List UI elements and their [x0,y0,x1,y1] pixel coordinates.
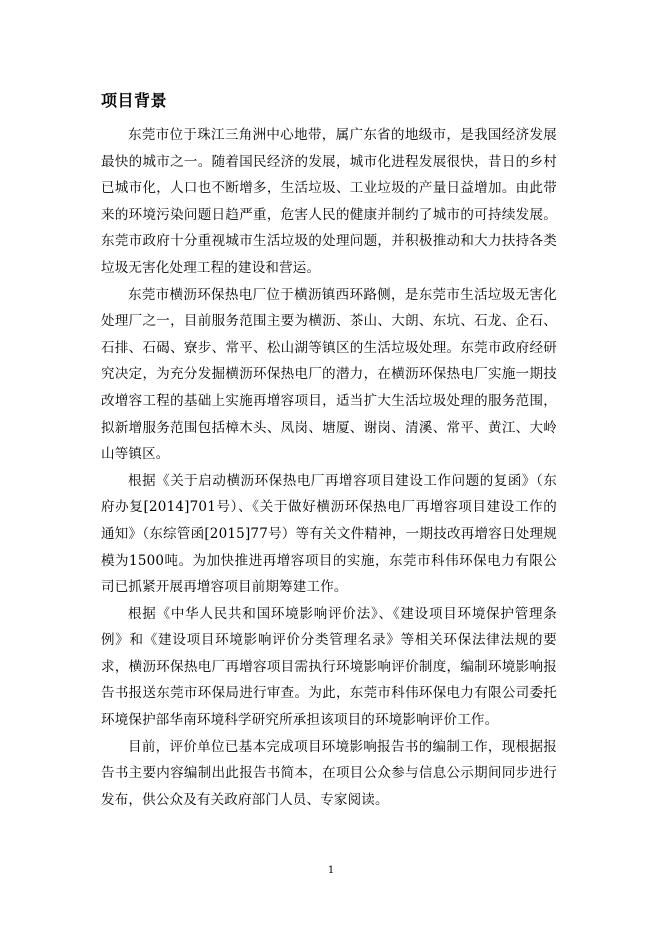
section-heading: 项目背景 [101,91,168,110]
paragraph: 目前，评价单位已基本完成项目环境影响报告书的编制工作，现根据报告书主要内容编制出此报告书简本，在项目公众参与信息公示期间同步进行发布，供公众及有关政府部门人员、专家阅读。 [101,738,557,808]
page-number: 1 [327,865,335,876]
paragraph: 东莞市横沥环保热电厂位于横沥镇西环路侧，是东莞市生活垃圾无害化处理厂之一，目前服务范围主要为横沥、茶山、大朗、东坑、石龙、企石、石排、石碣、寮步、常平、松山湖等镇区的生活垃圾处理。东莞市政府经研究决定，为充分发掘横沥环保热电厂的潜力，在横沥环保热电厂实施一期技改增容工程的基础上实施再增容项目，适当扩大生活垃圾处理的服务范围，拟新增服务范围包括樟木头、凤岗、塘厦、谢岗、清溪、常平、黄江、大岭山等镇区。 [101,286,557,463]
paragraph: 根据《中华人民共和国环境影响评价法》、《建设项目环境保护管理条例》和《建设项目环境影响评价分类管理名录》等相关环保法律法规的要求，横沥环保热电厂再增容项目需执行环境影响评价制度，编制环境影响报告书报送东莞市环保局进行审查。为此，东莞市科伟环保电力有限公司委托环境保护部华南环境科学研究所承担该项目的环境影响评价工作。 [101,605,557,729]
paragraph: 根据《关于启动横沥环保热电厂再增容项目建设工作问题的复函》（东府办复[2014]701号）、《关于做好横沥环保热电厂再增容项目建设工作的通知》（东综管函[2015]77号）等有关文件精神，一期技改再增容日处理规模为1500吨。为加快推进再增容项目的实施，东莞市科伟环保电力有限公司已抓紧开展再增容项目前期筹建工作。 [101,472,557,596]
body-text [101,122,557,813]
paragraph: 东莞市位于珠江三角洲中心地带，属广东省的地级市，是我国经济发展最快的城市之一。随着国民经济的发展，城市化进程发展很快，昔日的乡村已城市化，人口也不断增多，生活垃圾、工业垃圾的产量日益增加。由此带来的环境污染问题日趋严重，危害人民的健康并制约了城市的可持续发展。东莞市政府十分重视城市生活垃圾的处理问题，并积极推动和大力扶持各类垃圾无害化处理工程的建设和营运。 [101,127,557,276]
